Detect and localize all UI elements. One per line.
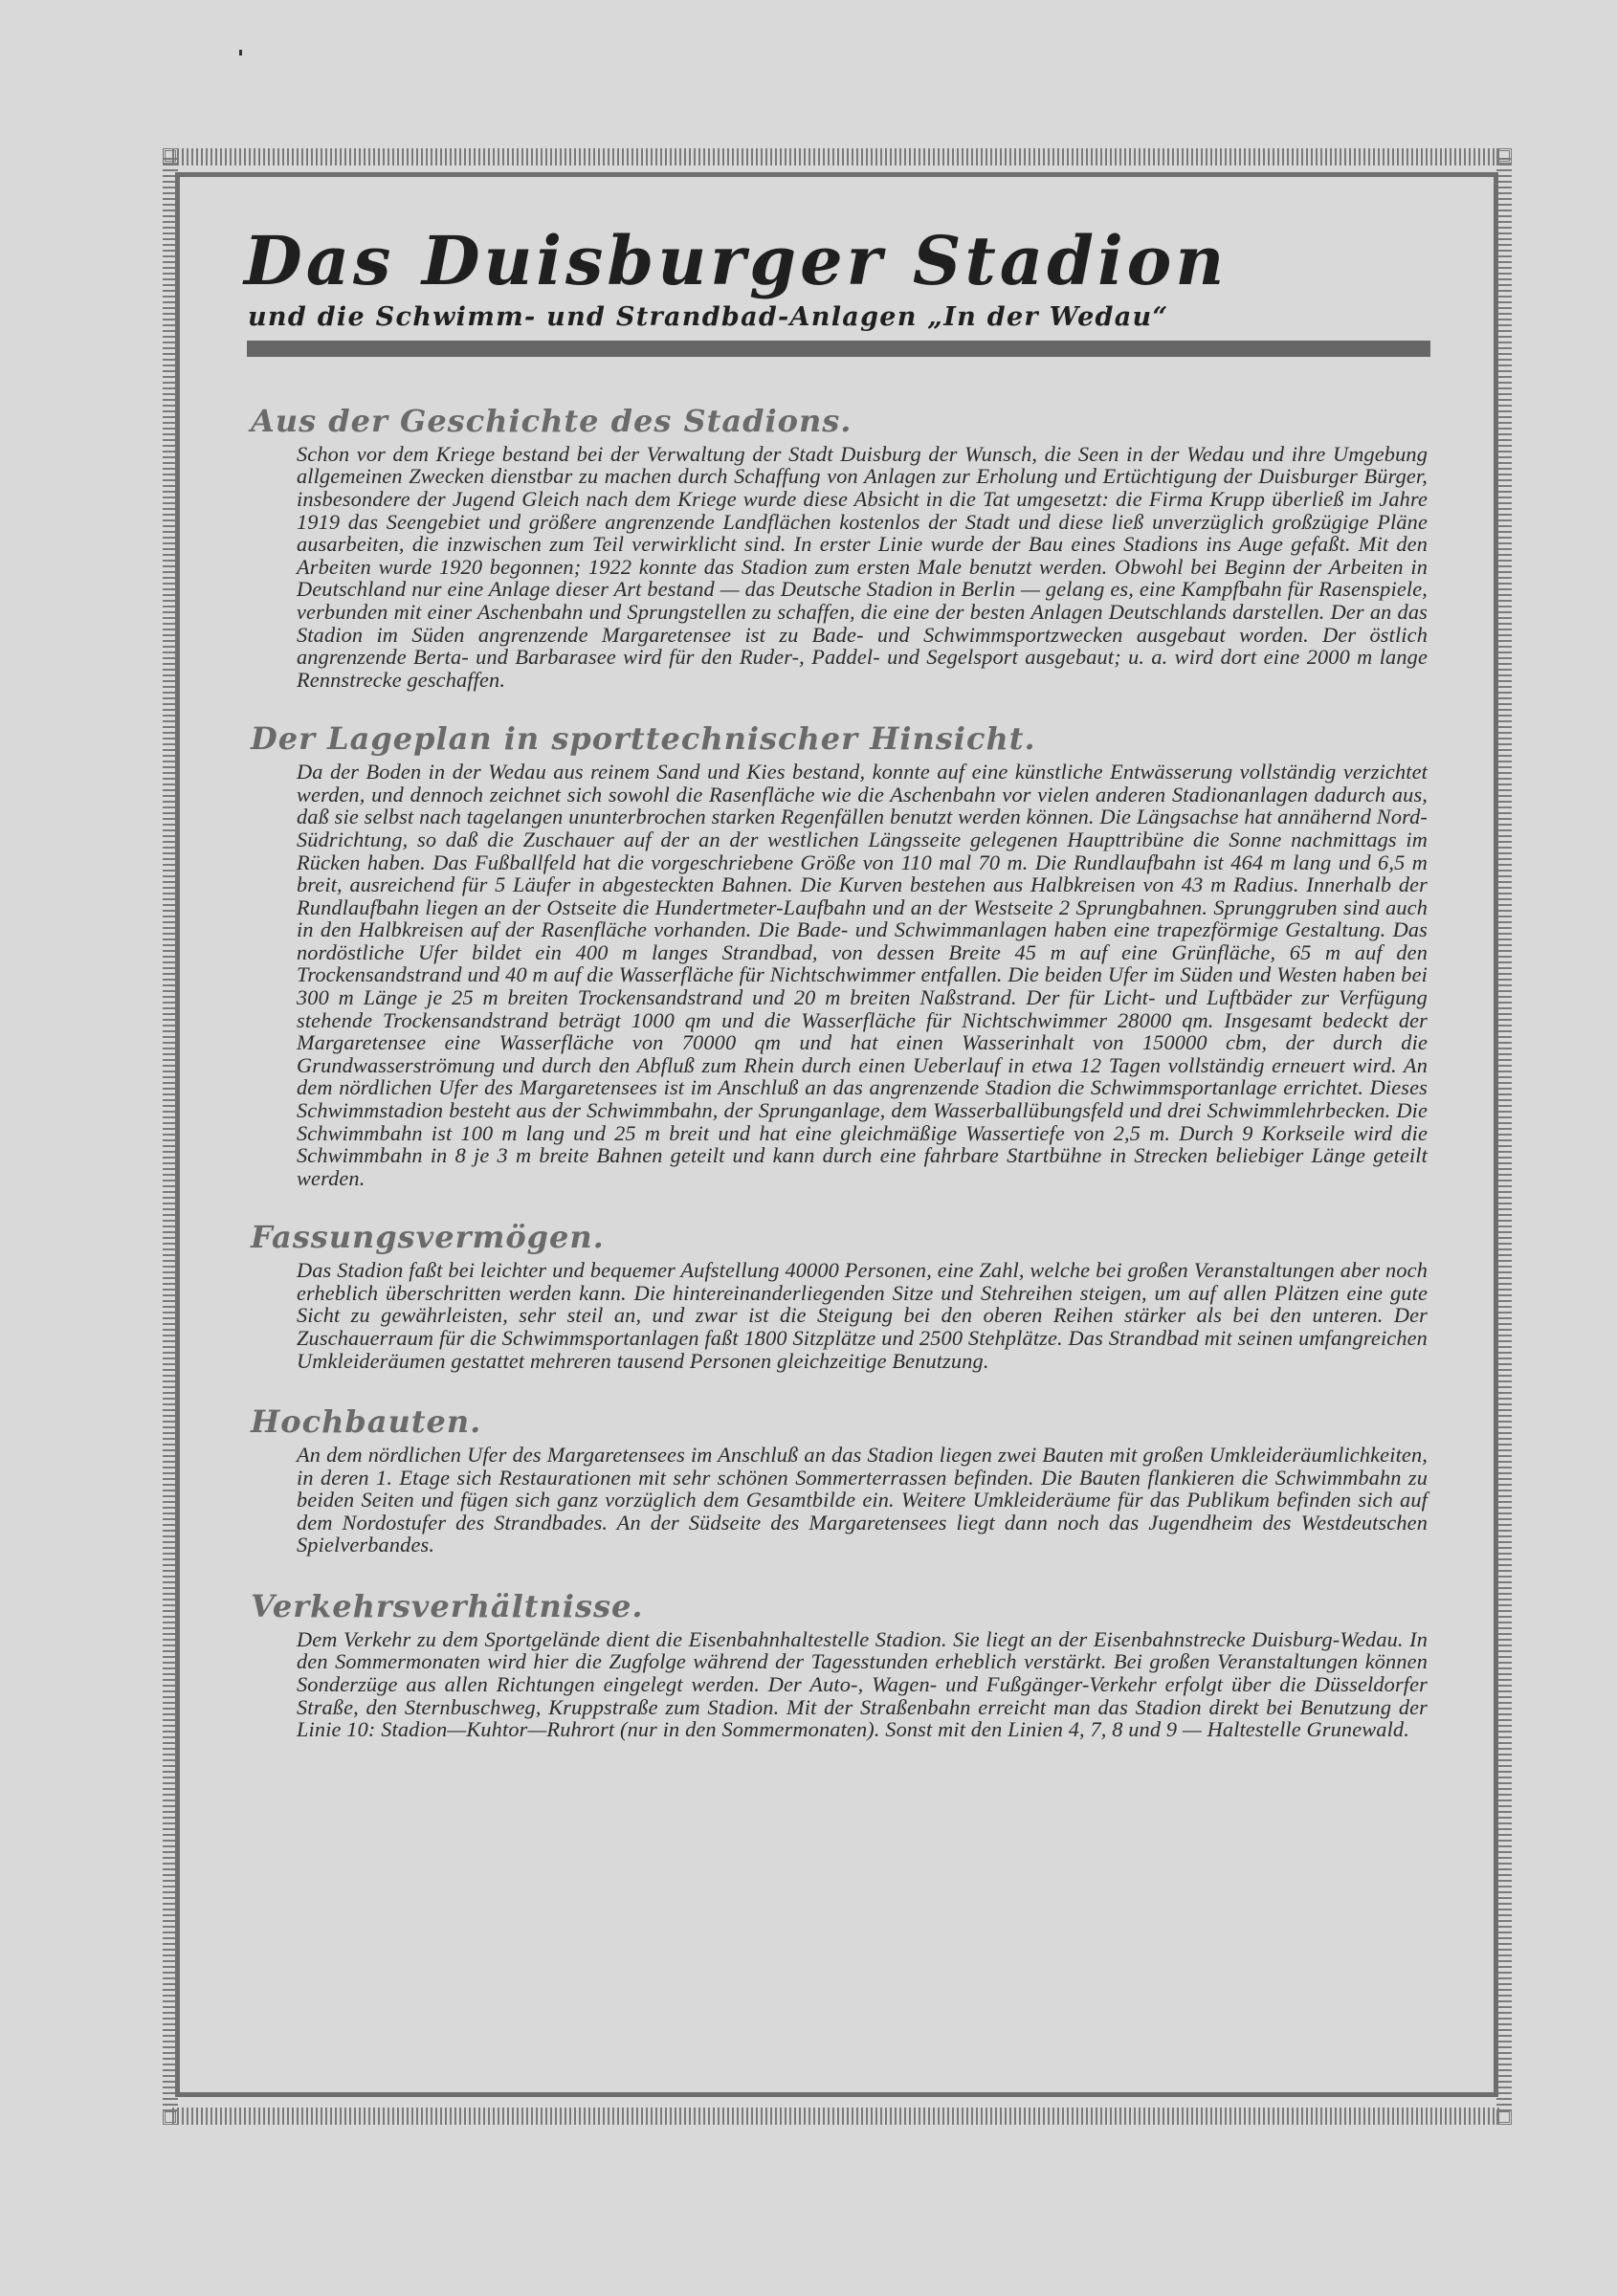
- section-site-plan: [251, 721, 1428, 1189]
- section-transport: [251, 1589, 1428, 1741]
- comb-border-right: [1496, 158, 1512, 2115]
- section-capacity: [251, 1220, 1428, 1372]
- corner-ornament-icon: [1496, 148, 1512, 164]
- section-buildings: [251, 1404, 1428, 1556]
- masthead: [244, 221, 1430, 332]
- article-content: [251, 404, 1428, 1741]
- scan-speck: [239, 50, 242, 55]
- title-divider-bar: [247, 341, 1430, 357]
- comb-border-top: [172, 148, 1502, 166]
- section-body: An dem nördlichen Ufer des Margaretensees im Anschluß an das Stadion liegen zwei Bauten mit großen Umkleideräumlichkeiten, in deren 1. Etage sich Restaurationen mit sehr schönen Sommerterrassen befinden. Die Bauten flankieren die Schwimmbahn zu beiden Seiten und fügen sich ganz vorzüglich dem Gesamtbilde ein. Weitere Umkleideräume für das Publikum befinden sich auf dem Nordostufer des Strandbades. An der Südseite des Margaretensees liegt dann noch das Jugendheim des Westdeutschen Spielverbandes.: [297, 1442, 1428, 1557]
- section-heading: Fassungsvermögen.: [251, 1219, 605, 1256]
- corner-ornament-icon: [163, 2109, 178, 2125]
- section-history: [251, 404, 1428, 691]
- corner-ornament-icon: [1496, 2109, 1512, 2125]
- section-heading: Aus der Geschichte des Stadions.: [251, 403, 853, 439]
- page-title: Das Duisburger Stadion: [244, 221, 1229, 300]
- section-body: Da der Boden in der Wedau aus reinem Sand und Kies bestand, konnte auf eine künstliche Entwässerung vollständig verzichtet werden, und dennoch zeichnet sich sowohl die Rasenfläche wie die Aschenbahn vor vielen anderen Stadionanlagen dadurch aus, daß sie selbst nach tagelangen ununterbrochen starken Regenfällen benutzt werden können. Die Längsachse hat annähernd Nord-Südrichtung, so daß die Zuschauer auf der an der westlichen Längsseite gelegenen Haupttribüne die Sonne nachmittags im Rücken haben. Das Fußballfeld hat die vorgeschriebene Größe von 110 mal 70 m. Die Rundlaufbahn ist 464 m lang und 6,5 m breit, ausreichend für 5 Läufer in abgesteckten Bahnen. Die Kurven bestehen aus Halbkreisen von 43 m Radius. Innerhalb der Rundlaufbahn liegen an der Ostseite die Hundertmeter-Laufbahn und an der Westseite 2 Sprungbahnen. Sprunggruben sind auch in den Halbkreisen auf der Rasenfläche vorhanden. Die Bade- und Schwimmanlagen haben eine trapezförmige Gestaltung. Das nordöstliche Ufer bildet ein 400 m langes Strandbad, von dessen Breite 45 m auf eine Grünfläche, 65 m auf den Trockensandstrand und 40 m auf die Wasserfläche für Nichtschwimmer entfallen. Die beiden Ufer im Süden und Westen haben bei 300 m Länge je 25 m breiten Trockensandstrand und 20 m breiten Naßstrand. Der für Licht- und Luftbäder zur Verfügung stehende Trockensandstrand beträgt 1000 qm und die Wasserfläche für Nichtschwimmer 28000 qm. Insgesamt bedeckt der Margaretensee eine Wasserfläche von 70000 qm und hat einen Wasserinhalt von 150000 cbm, der durch die Grundwasserströmung und durch den Abfluß zum Rhein durch einen Ueberlauf in etwa 12 Tagen vollständig erneuert wird. An dem nördlichen Ufer des Margaretensees ist im Anschluß an das angrenzende Stadion die Schwimmsportanlage errichtet. Dieses Schwimmstadion besteht aus der Schwimmbahn, der Sprunganlage, dem Wasserballübungsfeld und drei Schwimmlehrbecken. Die Schwimmbahn ist 100 m lang und 25 m breit und hat eine gleichmäßige Wassertiefe von 2,5 m. Durch 9 Korkseile wird die Schwimmbahn in 8 je 3 m breite Bahnen geteilt und kann durch eine fahrbare Startbühne in Strecken beliebiger Länge geteilt werden.: [297, 760, 1428, 1190]
- section-heading: Hochbauten.: [251, 1403, 482, 1441]
- section-body: Das Stadion faßt bei leichter und bequemer Aufstellung 40000 Personen, eine Zahl, welche bei großen Veranstaltungen aber noch erheblich überschritten werden kann. Die hintereinanderliegenden Sitze und Stehreihen steigen, um auf allen Plätzen eine gute Sicht zu gewährleisten, sehr steil an, und zwar ist die Steigung bei den oberen Reihen stärker als bei den unteren. Der Zuschauerraum für die Schwimmsportanlagen faßt 1800 Sitzplätze und 2500 Stehplätze. Das Strandbad mit seinen umfangreichen Umkleideräumen gestattet mehreren tausend Personen gleichzeitige Benutzung.: [297, 1258, 1428, 1373]
- section-heading: Verkehrsverhältnisse.: [251, 1587, 644, 1624]
- page-subtitle: und die Schwimm- und Strandbad-Anlagen „In der Wedau“: [248, 302, 1169, 332]
- section-body: Dem Verkehr zu dem Sportgelände dient die Eisenbahnhaltestelle Stadion. Sie liegt an der Eisenbahnstrecke Duisburg-Wedau. In den Sommermonaten wird hier die Zugfolge während der Tagesstunden erheblich verstärkt. Bei großen Veranstaltungen können Sonderzüge aus allen Richtungen eingelegt werden. Der Auto-, Wagen- und Fußgänger-Verkehr erfolgt über die Düsseldorfer Straße, den Sternbuschweg, Kruppstraße zum Stadion. Mit der Straßenbahn erreicht man das Stadion direkt bei Benutzung der Linie 10: Stadion—Kuhtor—Ruhrort (nur in den Sommermonaten). Sonst mit den Linien 4, 7, 8 und 9 — Haltestelle Grunewald.: [297, 1626, 1428, 1742]
- corner-ornament-icon: [163, 148, 178, 164]
- section-body: Schon vor dem Kriege bestand bei der Verwaltung der Stadt Duisburg der Wunsch, die Seen in der Wedau und ihre Umgebung allgemeinen Zwecken dienstbar zu machen durch Schaffung von Anlagen zur Erholung und Ertüchtigung der Duisburger Bürger, insbesondere der Jugend Gleich nach dem Kriege wurde diese Absicht in die Tat umgesetzt: die Firma Krupp überließ im Jahre 1919 das Seengebiet und größere angrenzende Landflächen kostenlos der Stadt und diese ließ unverzüglich großzügige Pläne ausarbeiten, die inzwischen zum Teil verwirklicht sind. In erster Linie wurde der Bau eines Stadions ins Auge gefaßt. Mit den Arbeiten wurde 1920 begonnen; 1922 konnte das Stadion zum ersten Male benutzt werden. Obwohl bei Beginn der Arbeiten in Deutschland nur eine Anlage dieser Art bestand — das Deutsche Stadion in Berlin — gelang es, eine Kampfbahn für Rasenspiele, verbunden mit einer Aschenbahn und Sprungstellen zu schaffen, die eine der besten Anlagen Deutschlands darstellen. Der an das Stadion im Süden angrenzende Margaretensee ist zu Bade- und Schwimmsportzwecken ausgebaut worden. Der östlich angrenzende Berta- und Barbarasee wird für den Ruder-, Paddel- und Segelsport ausgebaut; u. a. wird dort eine 2000 m lange Rennstrecke geschaffen.: [297, 441, 1428, 692]
- section-heading: Der Lageplan in sporttechnischer Hinsicht.: [251, 720, 1036, 758]
- comb-border-bottom: [172, 2108, 1502, 2125]
